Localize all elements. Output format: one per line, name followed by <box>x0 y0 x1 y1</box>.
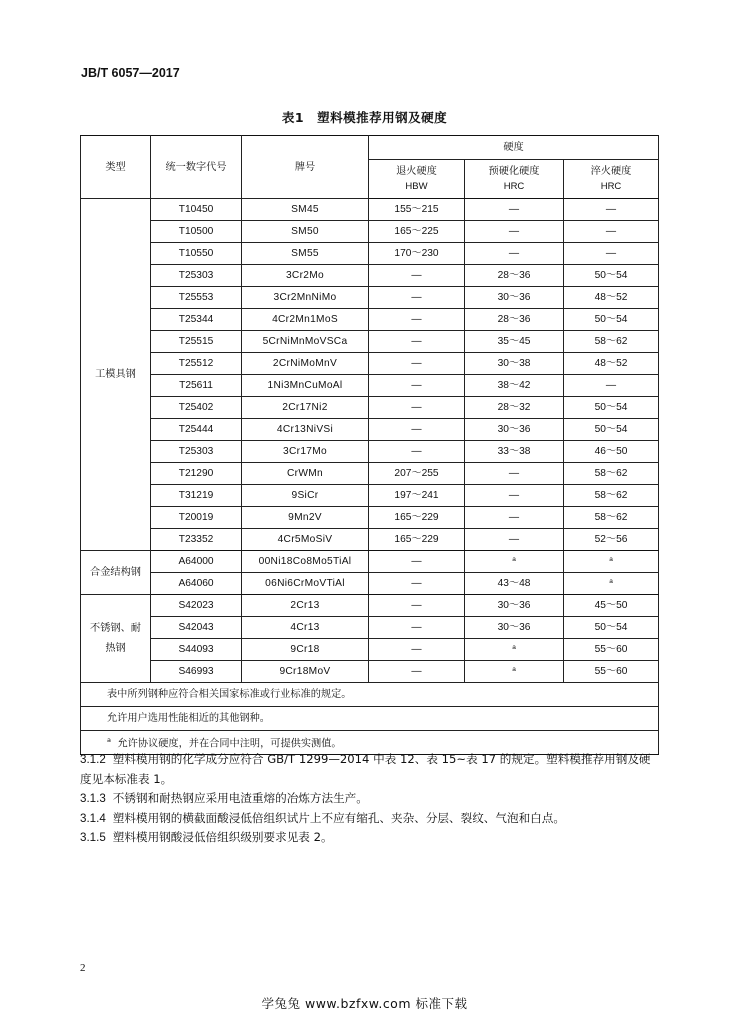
table-row <box>81 485 659 507</box>
prehard-cell <box>465 661 564 683</box>
table-row <box>81 419 659 441</box>
table-row <box>81 507 659 529</box>
quench-cell: 48～52 <box>564 287 659 309</box>
clause-number: 3.1.2 <box>80 753 106 766</box>
header-prehard-label: 预硬化硬度 <box>488 166 540 177</box>
quench-cell: 50～54 <box>564 419 659 441</box>
code-cell: T31219 <box>151 485 242 507</box>
table-row <box>81 595 659 617</box>
grade-cell: 5CrNiMnMoVSCa <box>242 331 369 353</box>
anneal-cell: 197～241 <box>369 485 465 507</box>
grade-cell: 9Mn2V <box>242 507 369 529</box>
anneal-cell: — <box>369 419 465 441</box>
code-cell: T25444 <box>151 419 242 441</box>
table-row <box>81 243 659 265</box>
code-cell: T25344 <box>151 309 242 331</box>
anneal-cell: — <box>369 287 465 309</box>
header-quench <box>564 160 659 199</box>
quench-cell: 55～60 <box>564 639 659 661</box>
anneal-cell: 207～255 <box>369 463 465 485</box>
anneal-cell: — <box>369 441 465 463</box>
quench-cell: 50～54 <box>564 617 659 639</box>
download-footer: 学兔兔 www.bzfxw.com 标准下载 <box>261 996 468 1011</box>
group-type-cell: 工模具钢 <box>81 199 151 551</box>
grade-cell: 9SiCr <box>242 485 369 507</box>
anneal-cell: — <box>369 595 465 617</box>
quench-cell <box>564 573 659 595</box>
prehard-cell: — <box>465 529 564 551</box>
standard-code: JB/T 6057—2017 <box>81 66 180 80</box>
footnote-mark: a <box>512 666 516 674</box>
quench-cell: 58～62 <box>564 331 659 353</box>
table-note: 表中所列钢种应符合相关国家标准或行业标准的规定。 <box>81 683 659 707</box>
anneal-cell: — <box>369 551 465 573</box>
quench-cell: — <box>564 243 659 265</box>
page-number: 2 <box>80 962 86 974</box>
anneal-cell: — <box>369 661 465 683</box>
table-row <box>81 529 659 551</box>
header-anneal-label: 退火硬度 <box>396 166 437 177</box>
grade-cell: SM55 <box>242 243 369 265</box>
code-cell: T23352 <box>151 529 242 551</box>
quench-cell: — <box>564 221 659 243</box>
header-prehard <box>465 160 564 199</box>
grade-cell: 1Ni3MnCuMoAl <box>242 375 369 397</box>
quench-cell: 50～54 <box>564 309 659 331</box>
code-cell: T25611 <box>151 375 242 397</box>
footnote-mark: a <box>512 556 516 564</box>
anneal-cell: — <box>369 617 465 639</box>
code-cell: T21290 <box>151 463 242 485</box>
paragraph <box>80 809 660 829</box>
header-hardness: 硬度 <box>369 136 659 160</box>
quench-cell: 50～54 <box>564 397 659 419</box>
clause-number: 3.1.5 <box>80 831 106 844</box>
footnote-mark: a <box>609 578 613 586</box>
grade-cell: 3Cr17Mo <box>242 441 369 463</box>
clause-text: 塑料模用钢酸浸低倍组织级别要求见表 2。 <box>112 830 333 844</box>
code-cell: T25553 <box>151 287 242 309</box>
quench-cell: 52～56 <box>564 529 659 551</box>
table-row <box>81 639 659 661</box>
group-type-cell: 不锈钢、耐热钢 <box>81 595 151 683</box>
anneal-cell: 165～229 <box>369 507 465 529</box>
table-row <box>81 309 659 331</box>
grade-cell: 06Ni6CrMoVTiAl <box>242 573 369 595</box>
grade-cell: 2Cr13 <box>242 595 369 617</box>
prehard-cell: 33～38 <box>465 441 564 463</box>
quench-cell <box>564 551 659 573</box>
prehard-cell: 28～36 <box>465 309 564 331</box>
grade-cell: 2CrNiMoMnV <box>242 353 369 375</box>
hardness-table <box>80 135 659 755</box>
table-note: 允许用户选用性能相近的其他钢种。 <box>81 707 659 731</box>
prehard-cell: — <box>465 485 564 507</box>
footnote-mark: a <box>609 556 613 564</box>
anneal-cell: — <box>369 573 465 595</box>
prehard-cell: — <box>465 199 564 221</box>
grade-cell: 4Cr13 <box>242 617 369 639</box>
table-row <box>81 573 659 595</box>
prehard-cell: 30～36 <box>465 617 564 639</box>
grade-cell: 3Cr2MnNiMo <box>242 287 369 309</box>
code-cell: T25303 <box>151 265 242 287</box>
anneal-cell: — <box>369 265 465 287</box>
header-code: 统一数字代号 <box>151 136 242 199</box>
grade-cell: 9Cr18 <box>242 639 369 661</box>
anneal-cell: 165～225 <box>369 221 465 243</box>
footnote-text: 允许协议硬度，并在合同中注明，可提供实测值。 <box>117 738 342 750</box>
quench-cell: 55～60 <box>564 661 659 683</box>
code-cell: T25402 <box>151 397 242 419</box>
quench-cell: 46～50 <box>564 441 659 463</box>
table-row <box>81 331 659 353</box>
anneal-cell: 155～215 <box>369 199 465 221</box>
footnote-mark: a <box>512 644 516 652</box>
code-cell: T20019 <box>151 507 242 529</box>
table-row <box>81 397 659 419</box>
anneal-cell: — <box>369 397 465 419</box>
table-row <box>81 199 659 221</box>
grade-cell: 2Cr17Ni2 <box>242 397 369 419</box>
quench-cell: 58～62 <box>564 485 659 507</box>
quench-cell: 45～50 <box>564 595 659 617</box>
footnote-mark: a <box>107 736 111 745</box>
clause-text: 不锈钢和耐热钢应采用电渣重熔的冶炼方法生产。 <box>112 791 368 805</box>
anneal-cell: — <box>369 375 465 397</box>
prehard-cell: 43～48 <box>465 573 564 595</box>
table-row <box>81 463 659 485</box>
clause-number: 3.1.3 <box>80 792 106 805</box>
code-cell: S44093 <box>151 639 242 661</box>
paragraph <box>80 789 660 809</box>
prehard-cell: 35～45 <box>465 331 564 353</box>
quench-cell: 58～62 <box>564 463 659 485</box>
prehard-cell: 30～36 <box>465 419 564 441</box>
header-quench-unit: HRC <box>600 181 622 192</box>
prehard-cell: — <box>465 221 564 243</box>
grade-cell: SM50 <box>242 221 369 243</box>
quench-cell: 48～52 <box>564 353 659 375</box>
paragraph <box>80 828 660 848</box>
body-paragraphs <box>80 750 660 848</box>
prehard-cell: 28～36 <box>465 265 564 287</box>
prehard-cell: 38～42 <box>465 375 564 397</box>
prehard-cell: 30～38 <box>465 353 564 375</box>
prehard-cell: 30～36 <box>465 287 564 309</box>
grade-cell: 4Cr2Mn1MoS <box>242 309 369 331</box>
quench-cell: — <box>564 375 659 397</box>
header-prehard-unit: HRC <box>503 181 525 192</box>
table-row <box>81 353 659 375</box>
prehard-cell: — <box>465 463 564 485</box>
table-row <box>81 617 659 639</box>
prehard-cell: 30～36 <box>465 595 564 617</box>
header-type: 类型 <box>81 136 151 199</box>
grade-cell: 9Cr18MoV <box>242 661 369 683</box>
anneal-cell: 170～230 <box>369 243 465 265</box>
grade-cell: 00Ni18Co8Mo5TiAl <box>242 551 369 573</box>
code-cell: T25512 <box>151 353 242 375</box>
table-title: 表1 塑料模推荐用钢及硬度 <box>281 110 448 125</box>
group-type-cell: 合金结构钢 <box>81 551 151 595</box>
anneal-cell: — <box>369 309 465 331</box>
grade-cell: SM45 <box>242 199 369 221</box>
code-cell: T10500 <box>151 221 242 243</box>
prehard-cell: 28～32 <box>465 397 564 419</box>
paragraph <box>80 750 660 789</box>
table-row <box>81 551 659 573</box>
clause-number: 3.1.4 <box>80 811 106 825</box>
quench-cell: 58～62 <box>564 507 659 529</box>
prehard-cell <box>465 551 564 573</box>
code-cell: A64000 <box>151 551 242 573</box>
code-cell: T25515 <box>151 331 242 353</box>
anneal-cell: — <box>369 639 465 661</box>
code-cell: T10550 <box>151 243 242 265</box>
header-anneal <box>369 160 465 199</box>
grade-cell: 3Cr2Mo <box>242 265 369 287</box>
table-row <box>81 287 659 309</box>
code-cell: S42043 <box>151 617 242 639</box>
header-anneal-unit: HBW <box>405 181 428 192</box>
clause-text: 塑料模用钢的横截面酸浸低倍组织试片上不应有缩孔、夹杂、分层、裂纹、气泡和白点。 <box>112 810 565 825</box>
prehard-cell <box>465 639 564 661</box>
prehard-cell: — <box>465 243 564 265</box>
table-row <box>81 221 659 243</box>
table-row <box>81 375 659 397</box>
anneal-cell: — <box>369 331 465 353</box>
code-cell: A64060 <box>151 573 242 595</box>
anneal-cell: — <box>369 353 465 375</box>
table-row <box>81 265 659 287</box>
code-cell: T10450 <box>151 199 242 221</box>
prehard-cell: — <box>465 507 564 529</box>
table-row <box>81 441 659 463</box>
quench-cell: — <box>564 199 659 221</box>
grade-cell: CrWMn <box>242 463 369 485</box>
code-cell: S42023 <box>151 595 242 617</box>
clause-text: 塑料模用钢的化学成分应符合 GB/T 1299—2014 中表 12、表 15~表 17 的规定。塑料模推荐用钢及硬度见本标准表 1。 <box>80 752 651 786</box>
header-grade: 牌号 <box>242 136 369 199</box>
code-cell: S46993 <box>151 661 242 683</box>
header-quench-label: 淬火硬度 <box>590 166 632 177</box>
table-row <box>81 661 659 683</box>
code-cell: T25303 <box>151 441 242 463</box>
quench-cell: 50～54 <box>564 265 659 287</box>
anneal-cell: 165～229 <box>369 529 465 551</box>
grade-cell: 4Cr5MoSiV <box>242 529 369 551</box>
grade-cell: 4Cr13NiVSi <box>242 419 369 441</box>
